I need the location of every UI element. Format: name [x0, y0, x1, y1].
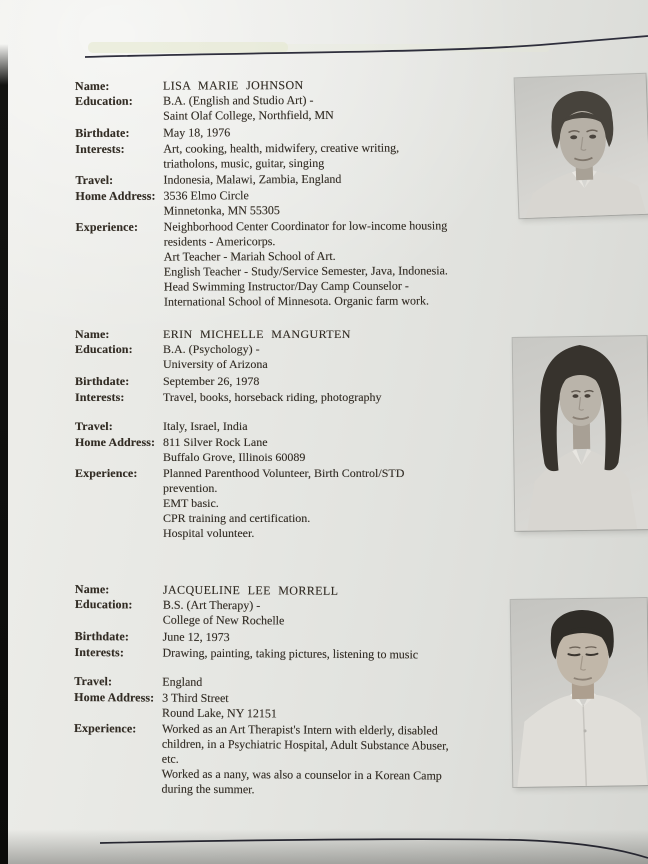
field-experience	[74, 721, 520, 799]
text-line: Round Lake, NY 12151	[162, 705, 278, 721]
field-travel	[75, 419, 520, 434]
text-line: September 26, 1978	[163, 374, 260, 388]
field-label: Interests:	[74, 644, 124, 660]
field-value	[163, 92, 520, 124]
field-value	[163, 187, 520, 219]
field-interests	[75, 140, 520, 172]
field-experience	[76, 218, 521, 310]
text-line: ERIN MICHELLE MANGURTEN	[163, 327, 351, 341]
text-line: Neighborhood Center Coordinator for low-income housing	[163, 218, 448, 234]
text-line: triatholons, music, guitar, singing	[163, 155, 325, 171]
field-label: Travel:	[75, 419, 113, 433]
text-line: 3536 Elmo Circle	[163, 188, 249, 203]
text-line: Buffalo Grove, Illinois 60089	[163, 450, 306, 464]
text-line: B.A. (English and Studio Art) -	[163, 92, 314, 108]
text-line: B.S. (Art Therapy) -	[162, 597, 261, 613]
text-line: Saint Olaf College, Northfield, MN	[163, 107, 334, 123]
field-value	[162, 646, 519, 663]
field-value	[163, 435, 520, 465]
text-line: Minnetonka, MN 55305	[163, 203, 280, 218]
text-line: College of New Rochelle	[162, 612, 285, 628]
text-line: 811 Silver Rock Lane	[163, 435, 268, 449]
text-line: B.A. (Psychology) -	[163, 342, 260, 356]
field-label: Education:	[74, 596, 133, 612]
text-line: EMT basic.	[163, 496, 219, 510]
text-line: Art Teacher - Mariah School of Art.	[163, 248, 336, 264]
text-line: LISA MARIE JOHNSON	[162, 78, 304, 93]
text-line: Worked as a nany, was also a counselor in a Korean Camp	[161, 766, 442, 783]
profile-section	[75, 327, 520, 541]
text-line: Italy, Israel, India	[163, 419, 248, 433]
text-line: children, in a Psychiatric Hospital, Adult Substance Abuser,	[161, 736, 449, 753]
field-value	[162, 675, 519, 692]
field-birthdate	[75, 124, 520, 141]
field-value	[163, 327, 520, 342]
field-value	[163, 140, 520, 172]
field-label: Education:	[75, 93, 133, 108]
field-value	[163, 419, 520, 434]
text-line: England	[162, 674, 203, 689]
field-interests	[75, 390, 520, 405]
field-label: Home Address:	[74, 689, 155, 705]
field-label: Experience:	[73, 720, 137, 736]
field-label: Name:	[75, 327, 110, 341]
field-value	[163, 630, 520, 647]
text-line: residents - Americorps.	[163, 234, 276, 249]
field-label: Birthdate:	[75, 125, 130, 140]
text-line: May 18, 1976	[163, 125, 231, 140]
field-education	[75, 597, 520, 630]
field-home-address	[75, 435, 520, 465]
text-line: during the summer.	[161, 781, 255, 797]
field-label: Home Address:	[75, 435, 156, 449]
text-line: June 12, 1973	[162, 629, 230, 645]
field-value	[162, 722, 520, 799]
field-value	[163, 342, 520, 372]
field-value	[163, 77, 520, 94]
field-value	[163, 466, 520, 541]
field-value	[164, 218, 521, 310]
field-label: Home Address:	[75, 188, 156, 203]
field-experience	[75, 466, 520, 541]
field-label: Interests:	[75, 141, 125, 156]
field-label: Experience:	[75, 466, 138, 480]
text-line: English Teacher - Study/Service Semester, Java, Indonesia.	[163, 263, 448, 279]
field-value	[163, 171, 520, 188]
portrait-photo-1-svg	[515, 74, 648, 218]
field-interests	[74, 645, 519, 663]
field-label: Travel:	[75, 172, 114, 187]
field-value	[163, 124, 520, 141]
portrait-photo-1	[515, 74, 648, 218]
profile-section	[75, 77, 521, 310]
field-travel	[74, 674, 519, 692]
field-label: Travel:	[74, 673, 113, 689]
text-line: etc.	[161, 751, 179, 766]
text-line: Drawing, painting, taking pictures, listening to music	[162, 645, 419, 662]
text-line: Travel, books, horseback riding, photography	[163, 390, 382, 404]
field-education	[75, 92, 520, 124]
portrait-photo-3	[511, 598, 648, 787]
field-label: Experience:	[75, 219, 139, 234]
field-label: Birthdate:	[75, 374, 130, 388]
portrait-photo-2-svg	[513, 336, 648, 531]
field-travel	[75, 171, 520, 188]
text-line: Hospital volunteer.	[163, 526, 255, 540]
text-line: Indonesia, Malawi, Zambia, England	[163, 171, 342, 187]
field-home-address	[74, 690, 519, 723]
field-value	[162, 691, 519, 723]
portrait-photo-2	[513, 336, 648, 531]
portrait-photo-3-svg	[511, 598, 648, 787]
field-label: Name:	[75, 78, 110, 93]
field-birthdate	[75, 374, 520, 389]
text-line: Art, cooking, health, midwifery, creative writing,	[163, 140, 400, 156]
text-line: prevention.	[163, 481, 218, 495]
text-line: University of Arizona	[163, 357, 268, 371]
field-label: Interests:	[75, 390, 125, 404]
profile-section	[74, 582, 520, 799]
text-line: Planned Parenthood Volunteer, Birth Control/STD	[163, 466, 405, 480]
field-label: Education:	[75, 342, 133, 356]
text-line: CPR training and certification.	[163, 511, 311, 525]
field-education	[75, 342, 520, 372]
text-line: International School of Minnesota. Organic farm work.	[163, 293, 430, 309]
field-birthdate	[75, 629, 520, 647]
text-line: Head Swimming Instructor/Day Camp Counselor -	[163, 278, 409, 294]
field-label: Birthdate:	[74, 628, 129, 644]
field-name	[75, 327, 520, 342]
field-value	[163, 390, 520, 405]
field-value	[163, 374, 520, 389]
text-line: 3 Third Street	[162, 690, 229, 706]
field-home-address	[75, 187, 520, 219]
text-line: JACQUELINE LEE MORRELL	[162, 582, 339, 598]
field-value	[163, 598, 520, 630]
field-label: Name:	[74, 582, 110, 597]
text-line: Worked as an Art Therapist's Intern with elderly, disabled	[161, 721, 438, 738]
